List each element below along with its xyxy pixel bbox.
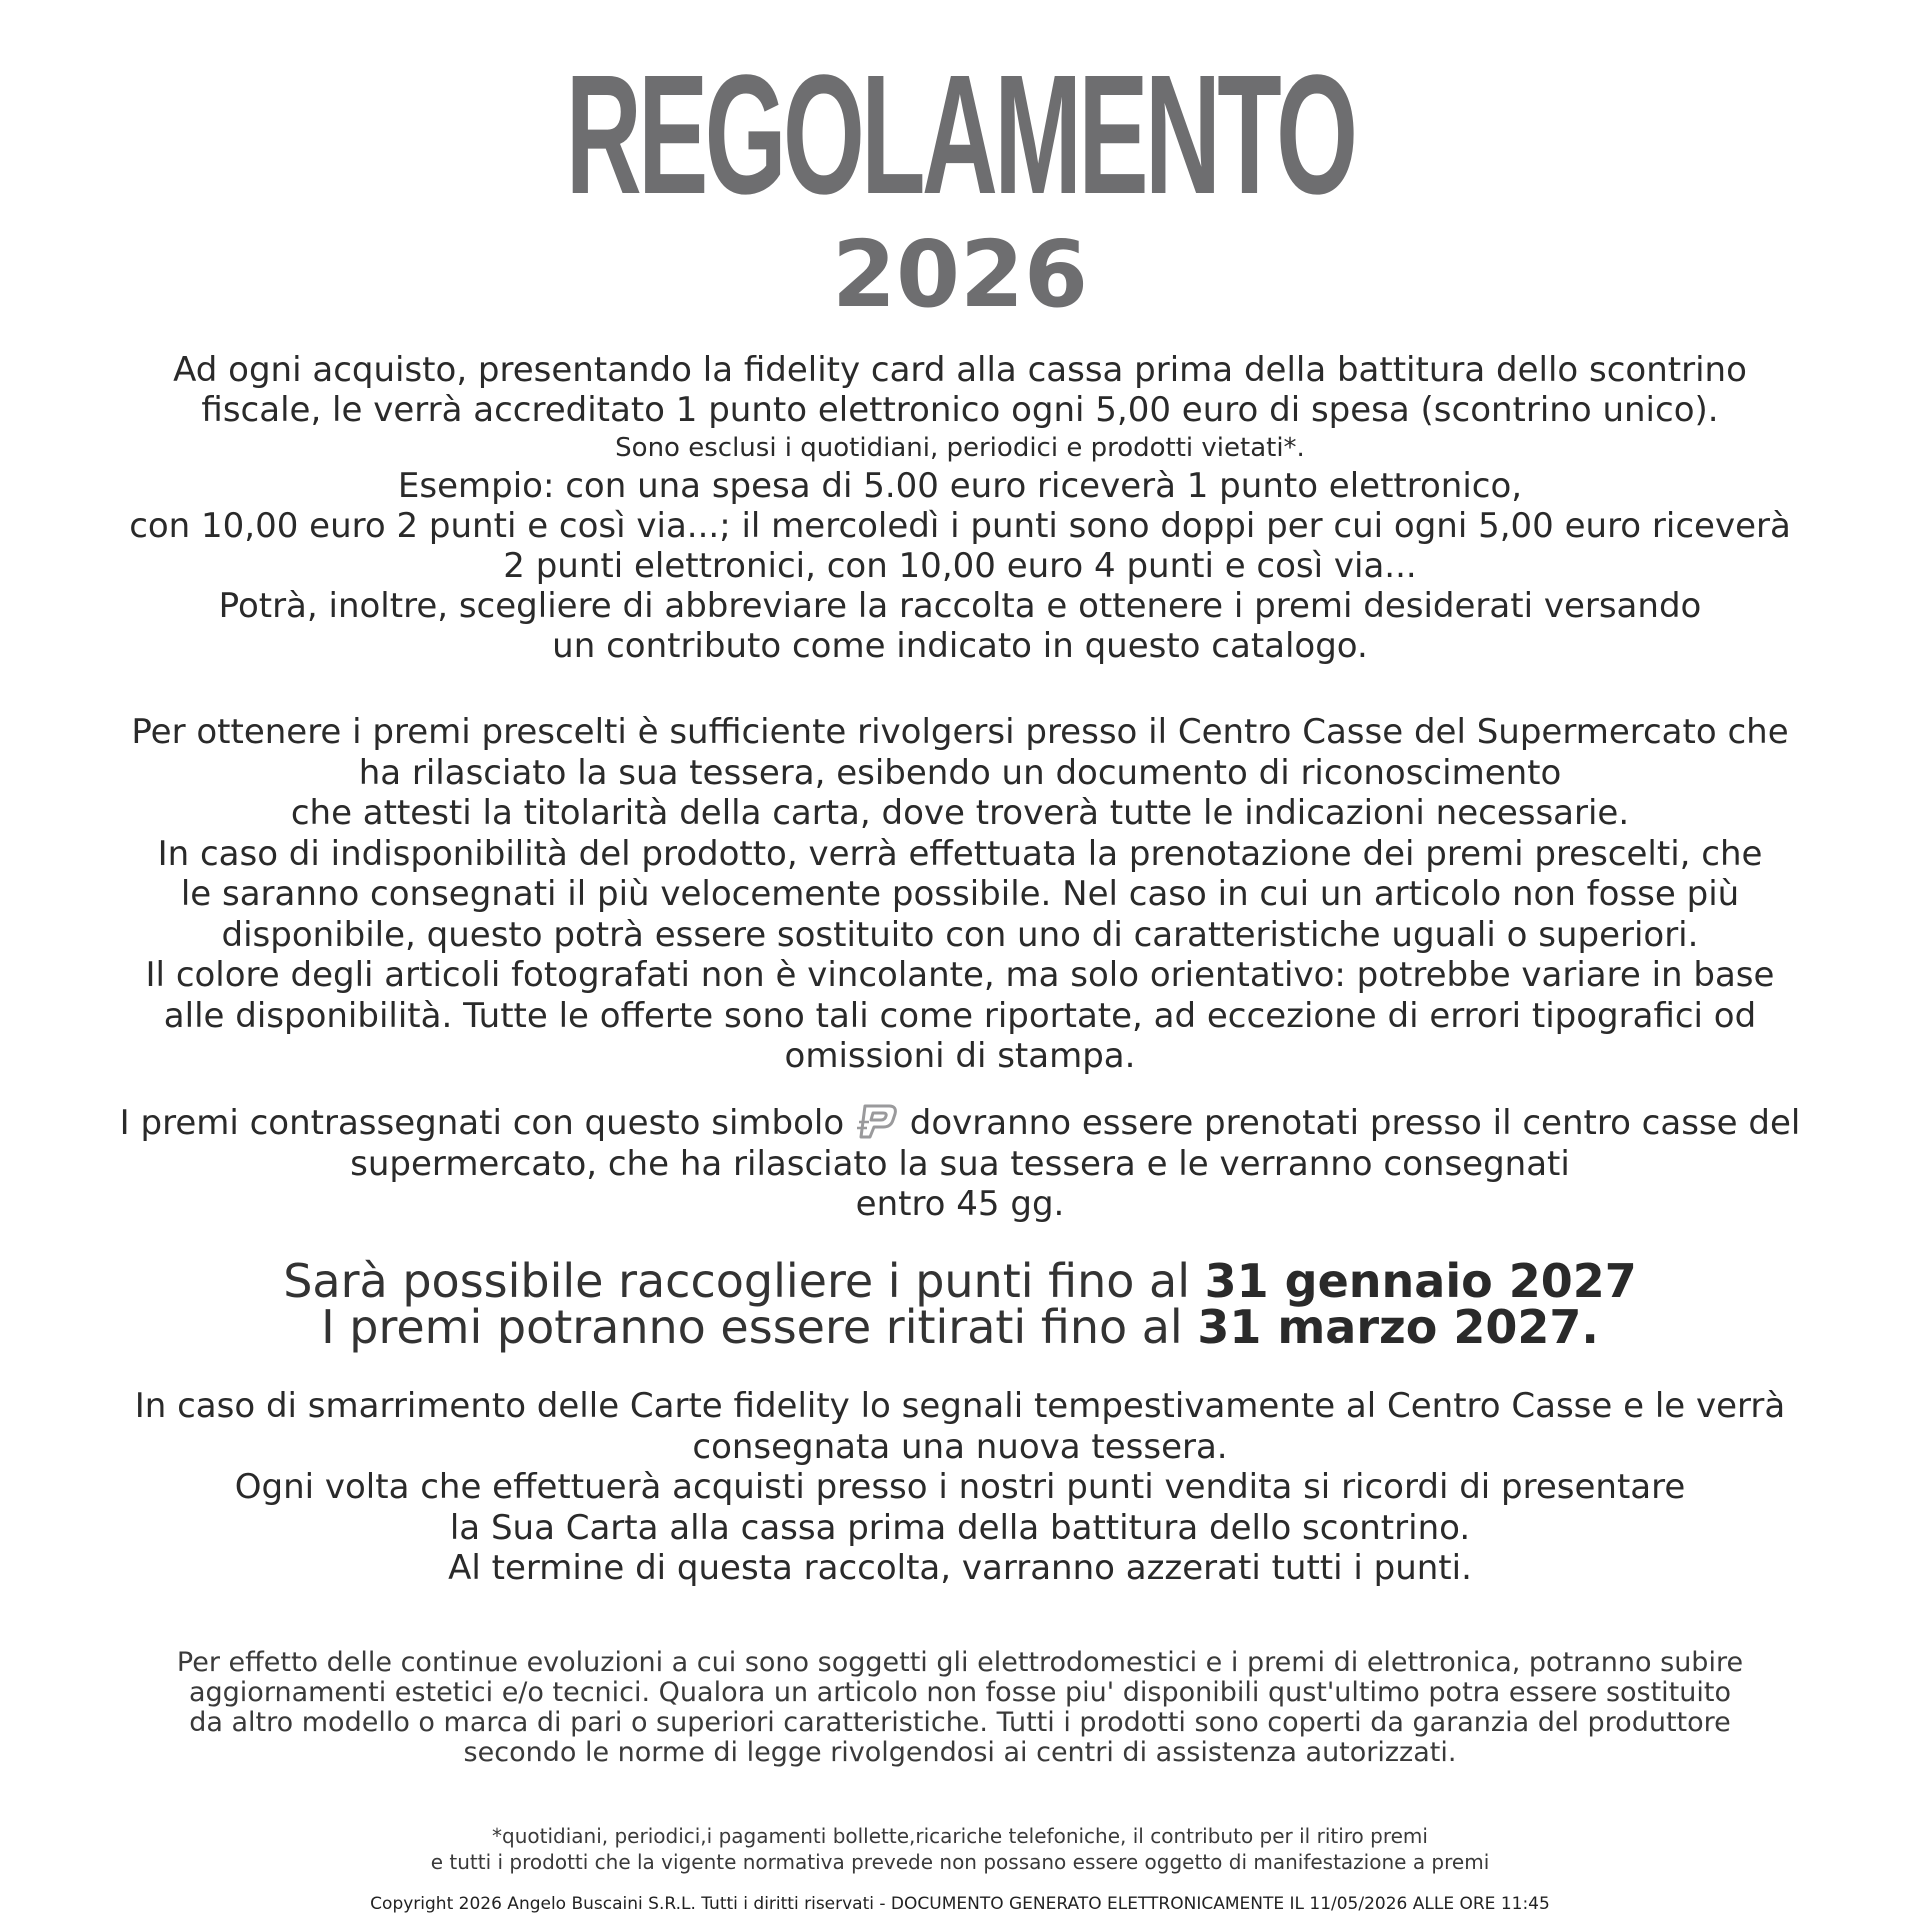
collect-deadline-text: Sarà possibile raccogliere i punti fino al: [283, 1254, 1205, 1308]
reservation-line: supermercato, che ha rilasciato la sua tessera e le verranno consegnati: [350, 1143, 1570, 1184]
disclaimer-section: [40, 1648, 1880, 1768]
reservation-text-after: dovranno essere prenotati presso il centro casse del: [909, 1103, 1801, 1143]
prizes-line: disponibile, questo potrà essere sostituito con uno di caratteristiche uguali o superiori.: [221, 914, 1699, 955]
intro-line: Esempio: con una spesa di 5.00 euro riceverà 1 punto elettronico,: [397, 466, 1523, 506]
redeem-deadline-text: I premi potranno essere ritirati fino al: [321, 1300, 1198, 1354]
prizes-line: Per ottenere i premi prescelti è sufficiente rivolgersi presso il Centro Casse del Supermercato che: [131, 712, 1789, 752]
collect-deadline: [40, 1254, 1880, 1308]
intro-line: con 10,00 euro 2 punti e così via...; il mercoledì i punti sono doppi per cui ogni 5,00 euro riceverà: [129, 506, 1791, 546]
prizes-line: Il colore degli articoli fotografati non è vincolante, ma solo orientativo: potrebbe variare in base: [145, 955, 1775, 995]
deadlines-section: [40, 1254, 1880, 1354]
loss-line: In caso di smarrimento delle Carte fidelity lo segnali tempestivamente al Centro Casse e le verrà: [134, 1386, 1786, 1426]
page-title: REGOLAMENTO: [565, 40, 1355, 230]
loss-section: [40, 1386, 1880, 1589]
intro-line: Potrà, inoltre, scegliere di abbreviare la raccolta e ottenere i premi desiderati versando: [218, 586, 1702, 626]
reservation-line: entro 45 gg.: [855, 1184, 1065, 1224]
reservation-text-before: I premi contrassegnati con questo simbolo: [119, 1103, 845, 1143]
copyright-footer: [40, 1894, 1880, 1914]
intro-line: Ad ogni acquisto, presentando la fidelity card alla cassa prima della battitura dello scontrino: [173, 350, 1747, 390]
prizes-line: alle disponibilità. Tutte le offerte sono tali come riportate, ad eccezione di errori tipografici od: [163, 995, 1757, 1036]
disclaimer-line: da altro modello o marca di pari o superiori caratteristiche. Tutti i prodotti sono coperti da garanzia del produttore: [189, 1707, 1731, 1738]
disclaimer-line: secondo le norme di legge rivolgendosi ai centri di assistenza autorizzati.: [463, 1737, 1457, 1768]
loss-line: la Sua Carta alla cassa prima della battitura dello scontrino.: [449, 1507, 1471, 1548]
loss-line: Ogni volta che effettuerà acquisti presso i nostri punti vendita si ricordi di presentare: [234, 1467, 1686, 1507]
footnote-section: [40, 1823, 1880, 1875]
intro-line: fiscale, le verrà accreditato 1 punto elettronico ogni 5,00 euro di spesa (scontrino unico).: [201, 390, 1719, 430]
intro-exclusions: Sono esclusi i quotidiani, periodici e prodotti vietati*.: [615, 433, 1305, 463]
footnote-line: *quotidiani, periodici,i pagamenti bollette,ricariche telefoniche, il contributo per il ritiro premi: [492, 1824, 1428, 1848]
redeem-deadline: [40, 1300, 1880, 1354]
prizes-line: che attesti la titolarità della carta, dove troverà tutte le indicazioni necessarie.: [290, 793, 1630, 833]
intro-section: [40, 350, 1880, 666]
redeem-deadline-date: 31 marzo 2027.: [1197, 1300, 1599, 1354]
reservation-section: [40, 1102, 1880, 1225]
intro-line: un contributo come indicato in questo catalogo.: [552, 626, 1368, 666]
intro-line: 2 punti elettronici, con 10,00 euro 4 punti e così via...: [503, 546, 1417, 586]
prizes-section: [40, 712, 1880, 1077]
prizes-line: le saranno consegnati il più velocemente possibile. Nel caso in cui un articolo non fosse più: [180, 874, 1740, 914]
collect-deadline-date: 31 gennaio 2027: [1204, 1254, 1637, 1308]
footnote-line: e tutti i prodotti che la vigente normativa prevede non possano essere oggetto di manifestazione a premi: [430, 1850, 1490, 1874]
prizes-line: ha rilasciato la sua tessera, esibendo un documento di riconoscimento: [358, 752, 1562, 793]
reservation-line: [40, 1102, 1880, 1144]
p-reservation-icon: [855, 1102, 899, 1140]
prizes-line: omissioni di stampa.: [784, 1036, 1136, 1076]
prizes-line: In caso di indisponibilità del prodotto, verrà effettuata la prenotazione dei premi prescelti, che: [157, 833, 1763, 874]
disclaimer-line: Per effetto delle continue evoluzioni a cui sono soggetti gli elettrodomestici e i premi di elettronica, potranno subire: [176, 1647, 1744, 1678]
loss-line: Al termine di questa raccolta, varranno azzerati tutti i punti.: [448, 1548, 1472, 1588]
copyright-text: Copyright 2026 Angelo Buscaini S.R.L. Tutti i diritti riservati - DOCUMENTO GENERATO ELETTRONICAMENTE IL 11/05/2026 ALLE ORE 11:45: [370, 1894, 1550, 1914]
page-year: 2026: [831, 221, 1089, 328]
disclaimer-line: aggiornamenti estetici e/o tecnici. Qualora un articolo non fosse piu' disponibili qust'ultimo potra essere sostituito: [188, 1677, 1731, 1708]
loss-line: consegnata una nuova tessera.: [692, 1426, 1228, 1467]
